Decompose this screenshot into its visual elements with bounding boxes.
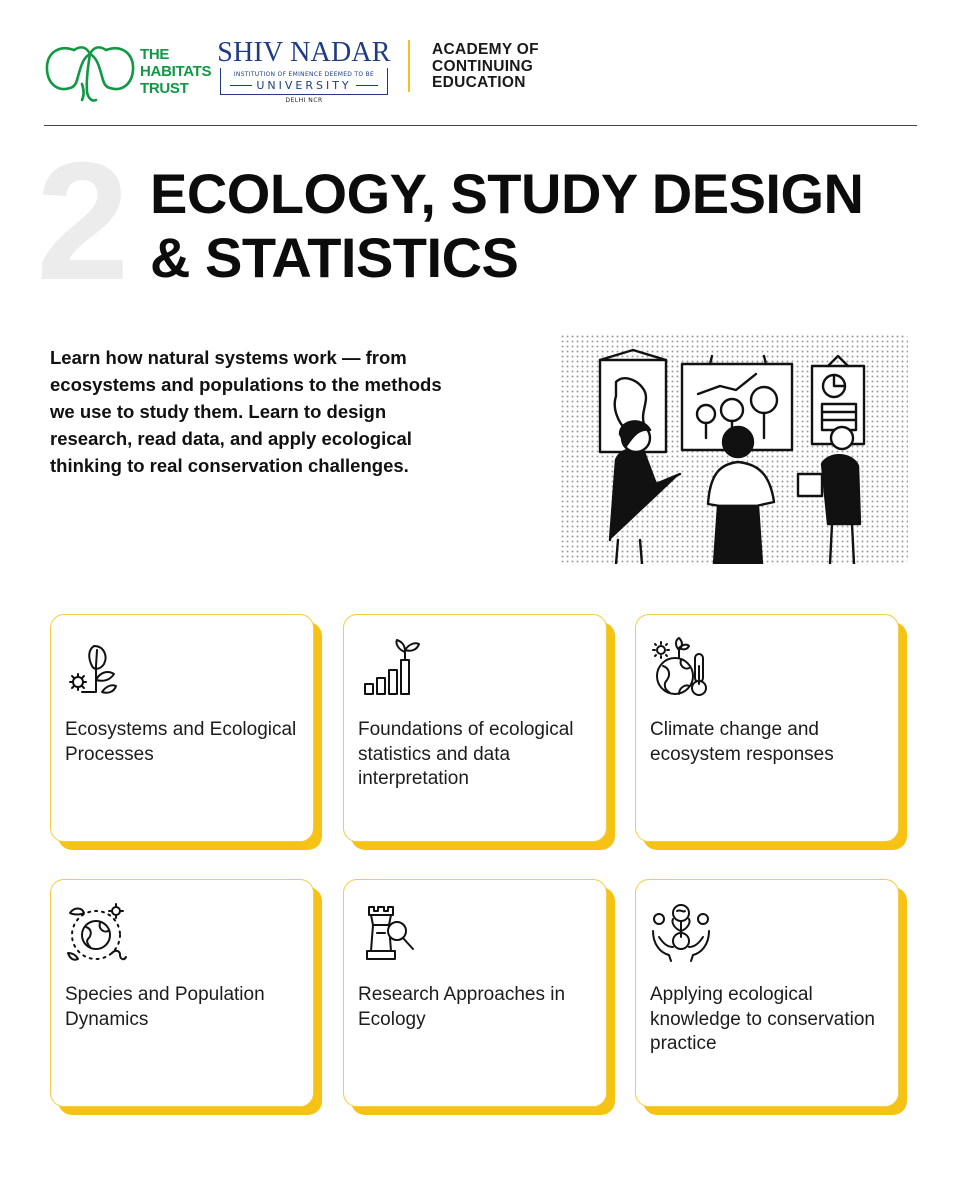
topic-card-climate — [635, 614, 899, 842]
card-label: Research Approaches in Ecology — [358, 984, 566, 1030]
hands-globe-tree-icon — [649, 901, 713, 965]
card-label: Species and Population Dynamics — [65, 984, 265, 1030]
shiv-nadar-university: UNIVERSITY — [256, 79, 352, 92]
partner-logos — [44, 36, 604, 106]
card-label: Foundations of ecological statistics and data interpretation — [358, 719, 574, 789]
card-label: Applying ecological knowledge to conservation practice — [650, 984, 875, 1054]
topic-card-conservation — [635, 879, 899, 1107]
module-title — [150, 162, 863, 290]
logo-divider — [408, 40, 410, 92]
header-rule — [44, 125, 917, 126]
module-title-line2: & STATISTICS — [150, 226, 519, 289]
tower-magnifier-icon — [357, 901, 421, 965]
habitats-trust-logo — [44, 40, 244, 104]
shiv-nadar-subtitle: INSTITUTION OF EMINENCE DEEMED TO BE — [233, 71, 375, 78]
globe-thermometer-icon — [649, 636, 713, 700]
card-label: Ecosystems and Ecological Processes — [65, 719, 297, 765]
shiv-nadar-university-row — [221, 79, 387, 92]
rule-left — [230, 85, 252, 86]
habitats-trust-line3: TRUST — [140, 80, 189, 97]
habitats-trust-line2: HABITATS — [140, 63, 212, 80]
shiv-nadar-frame — [220, 68, 388, 95]
habitats-trust-line1: THE — [140, 46, 170, 63]
shiv-nadar-logo — [216, 38, 392, 105]
intro-text: Learn how natural systems work — from ecosystems and populations to the methods we use to study them. Learn to design research, read data, and apply ecological thinking to real conservation challenges. — [50, 347, 442, 476]
shiv-nadar-location: DELHI NCR — [285, 97, 323, 104]
academy-wordmark — [432, 42, 539, 92]
bar-chart-sprout-icon — [357, 636, 421, 700]
module-number: 2 — [36, 127, 130, 315]
globe-species-cycle-icon — [64, 901, 128, 965]
elephant-icon — [44, 40, 136, 104]
people-viewing-charts-illustration — [560, 334, 908, 564]
plant-gear-icon — [64, 636, 128, 700]
habitats-trust-wordmark — [140, 46, 211, 97]
topic-card-species — [50, 879, 314, 1107]
academy-line1: ACADEMY OF — [432, 41, 539, 58]
topic-card-research — [343, 879, 607, 1107]
academy-line3: EDUCATION — [432, 74, 526, 91]
shiv-nadar-name: SHIV NADAR — [217, 37, 391, 68]
academy-line2: CONTINUING — [432, 57, 534, 75]
rule-right — [356, 85, 378, 86]
card-label: Climate change and ecosystem responses — [650, 719, 834, 765]
topic-card-statistics — [343, 614, 607, 842]
module-title-line1: ECOLOGY, STUDY DESIGN — [150, 162, 864, 225]
topic-card-ecosystems — [50, 614, 314, 842]
